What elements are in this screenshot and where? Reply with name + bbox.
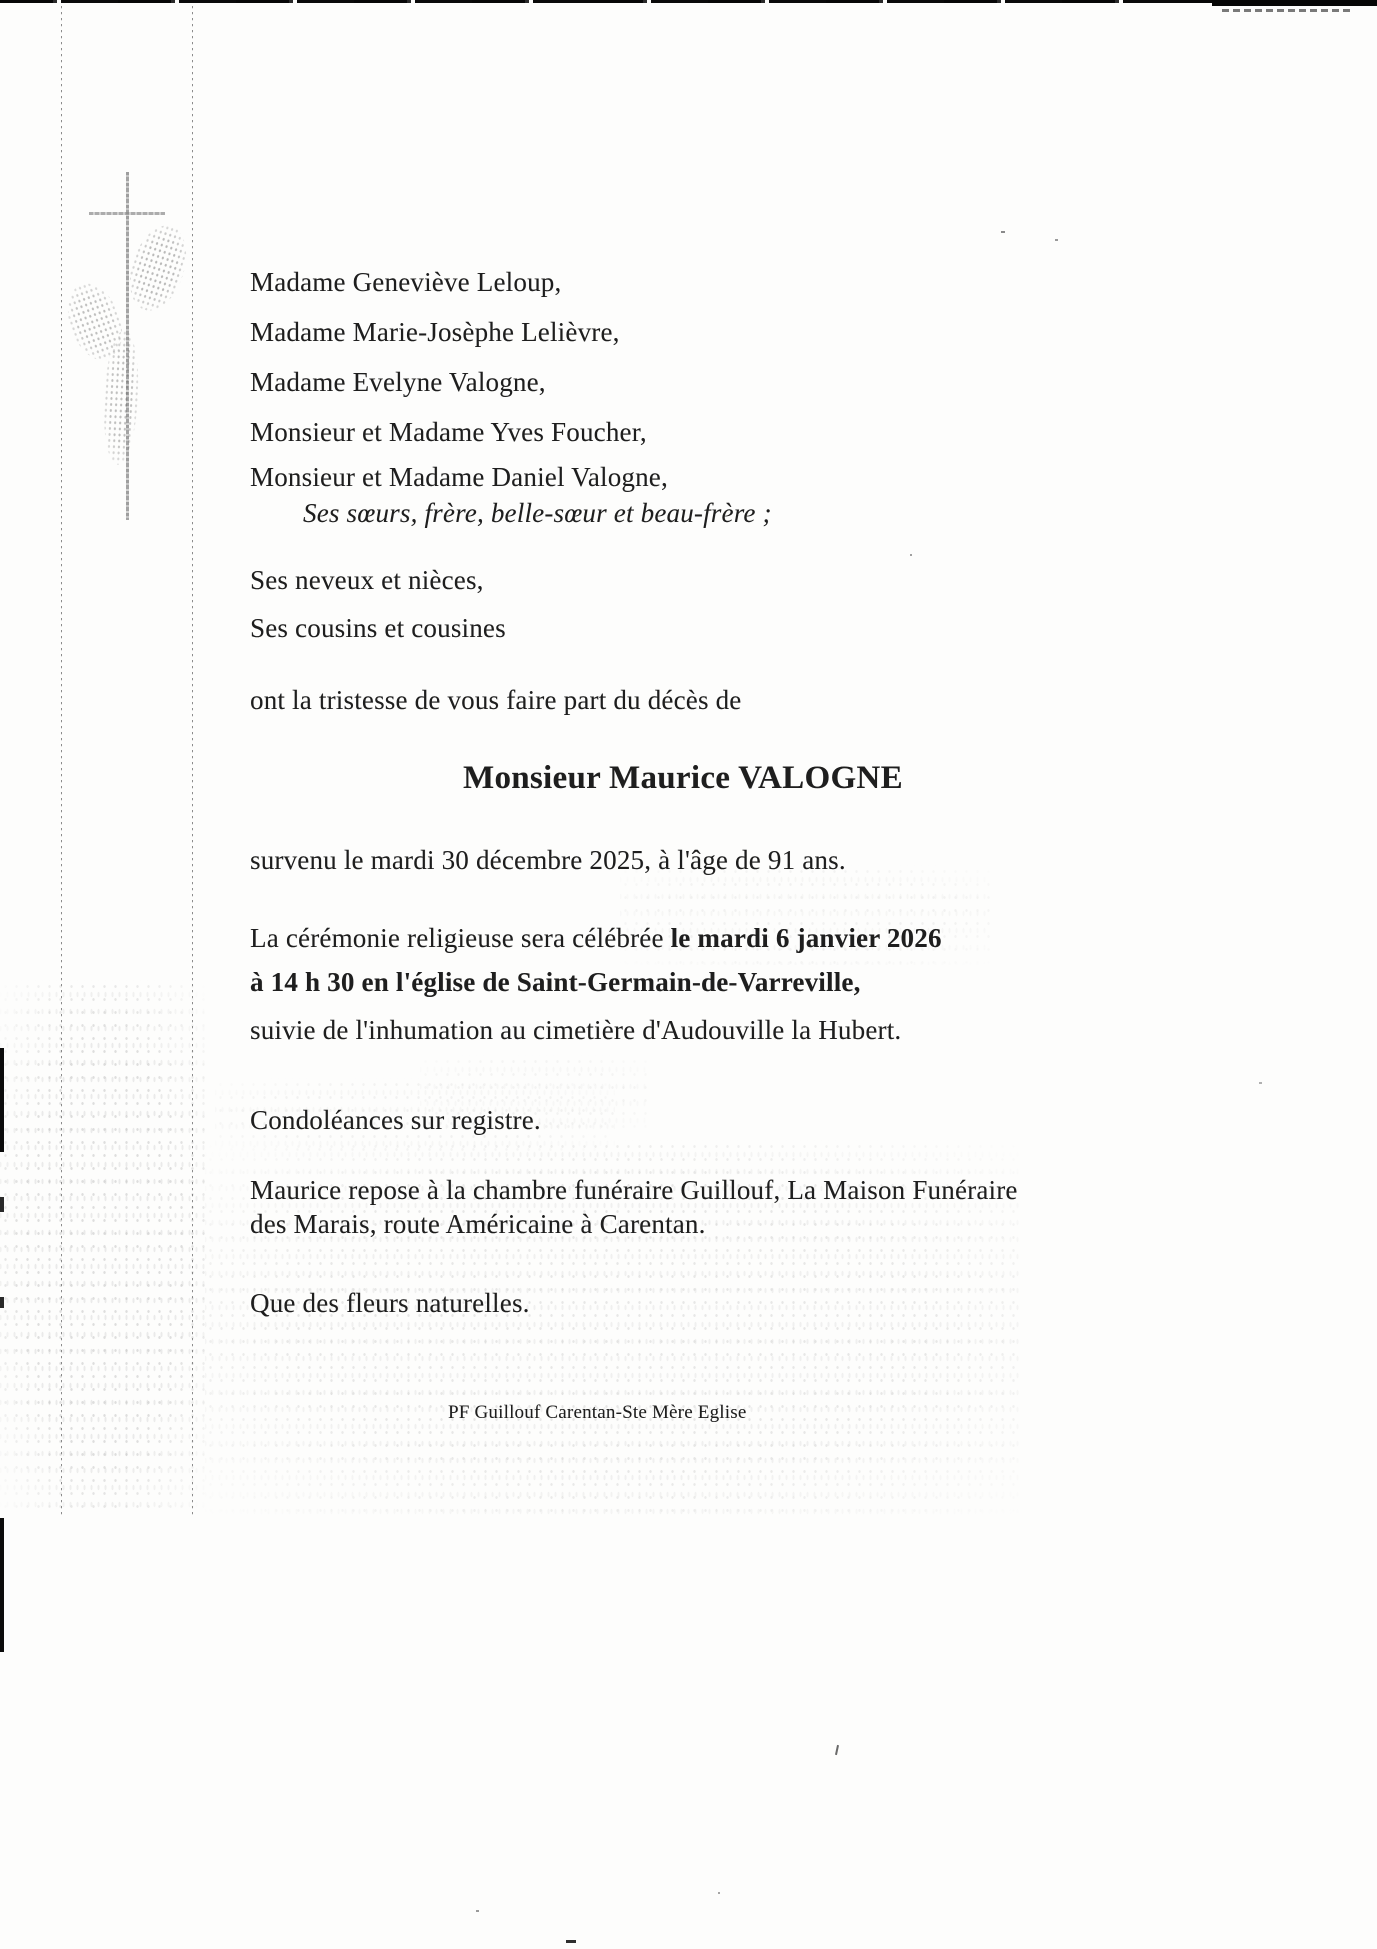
scan-edge-artifact-top-dashes <box>1222 9 1354 12</box>
cross-horizontal-bar <box>89 212 165 215</box>
family-member-line: Madame Marie-Josèphe Lelièvre, <box>250 317 620 347</box>
scan-speck <box>476 1910 479 1912</box>
family-member-line: Monsieur et Madame Daniel Valogne, <box>250 462 668 492</box>
ceremony-line-2: à 14 h 30 en l'église de Saint-Germain-de-Varreville, <box>250 967 861 997</box>
repose-line: Maurice repose à la chambre funéraire Guillouf, La Maison Funéraire <box>250 1175 1018 1205</box>
relatives-line: Ses neveux et nièces, <box>250 565 484 595</box>
scan-edge-artifact-top-right <box>1212 0 1377 6</box>
ceremony-line-3: suivie de l'inhumation au cimetière d'Audouville la Hubert. <box>250 1015 902 1045</box>
scan-edge-artifact-top <box>0 0 1214 3</box>
paper-grain-texture <box>0 980 205 1517</box>
family-member-line: Madame Geneviève Leloup, <box>250 267 562 297</box>
scan-speck <box>718 1892 720 1894</box>
scan-speck <box>1001 231 1005 233</box>
relation-line: Ses sœurs, frère, belle-sœur et beau-frère ; <box>303 498 772 528</box>
scan-speck <box>910 554 912 556</box>
family-member-line: Monsieur et Madame Yves Foucher, <box>250 417 647 447</box>
ceremony-date: le mardi 6 janvier 2026 <box>670 923 942 953</box>
branch-sprig-right <box>120 218 197 318</box>
scan-speck <box>566 1940 576 1943</box>
scan-speck <box>835 1745 839 1755</box>
relatives-line: Ses cousins et cousines <box>250 613 506 643</box>
ceremony-line-1-regular: La cérémonie religieuse sera célébrée <box>250 923 671 953</box>
scan-edge-artifact-left <box>0 1048 4 1152</box>
scan-edge-artifact-left <box>0 1197 4 1212</box>
deceased-name: Monsieur Maurice VALOGNE <box>463 760 903 796</box>
scan-speck <box>1259 1082 1262 1084</box>
ceremony-line-1 <box>250 921 942 955</box>
scan-speck <box>1055 239 1058 241</box>
repose-line: des Marais, route Américaine à Carentan. <box>250 1209 706 1239</box>
flowers-line: Que des fleurs naturelles. <box>250 1288 530 1318</box>
funeral-home-line: PF Guillouf Carentan-Ste Mère Eglise <box>448 1402 747 1423</box>
scan-edge-artifact-left <box>0 1297 4 1308</box>
condolences-line: Condoléances sur registre. <box>250 1105 541 1135</box>
announcement-line: ont la tristesse de vous faire part du décès de <box>250 685 742 715</box>
death-date-line: survenu le mardi 30 décembre 2025, à l'âge de 91 ans. <box>250 845 846 875</box>
family-member-line: Madame Evelyne Valogne, <box>250 367 546 397</box>
scan-edge-artifact-left <box>0 1518 4 1652</box>
